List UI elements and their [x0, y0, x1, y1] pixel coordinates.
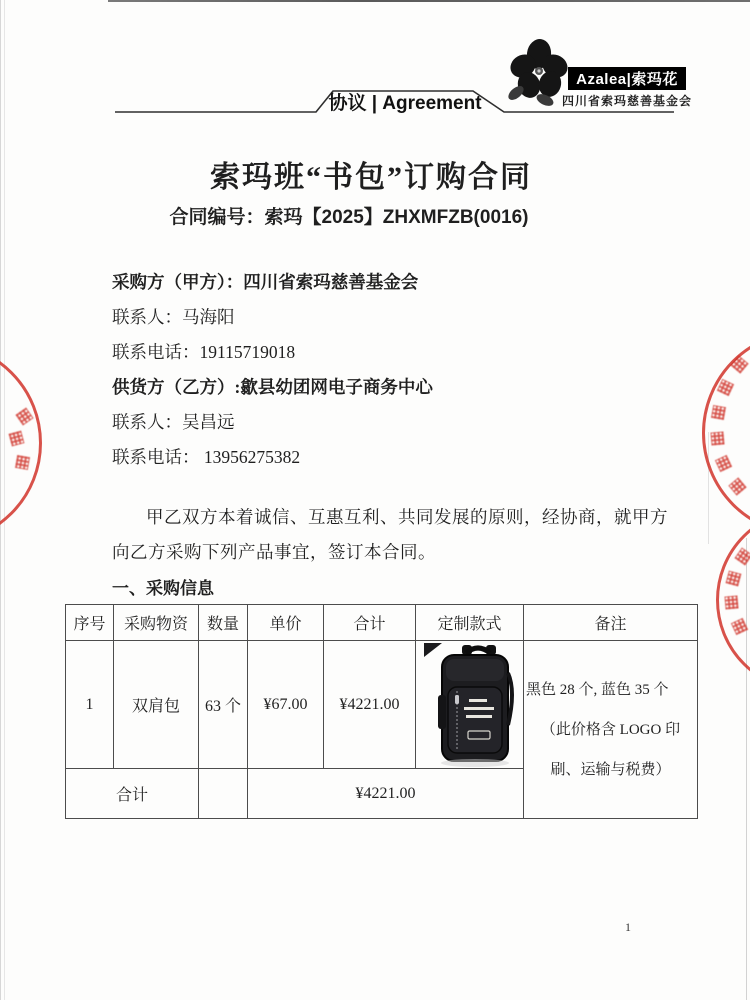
remark-line-3: 刷、运输与税费） [550, 761, 671, 778]
remark-line-2: （此价格含 LOGO 印 [540, 721, 681, 738]
scan-top-edge-line [108, 0, 750, 2]
col-header-subtotal: 合计 [324, 605, 416, 641]
document-title: 索玛班“书包”订购合同 [210, 161, 532, 194]
cell-unit-price: ¥67.00 [248, 641, 324, 769]
col-header-qty: 数量 [199, 605, 248, 641]
agreement-banner [100, 85, 690, 119]
seal-glyph [710, 431, 724, 445]
col-header-item: 采购物资 [114, 605, 199, 641]
preamble-line-1: 甲乙双方本着诚信、互惠互利、共同发展的原则，经协商，就甲方 [146, 507, 668, 527]
remark-line-1: 黑色 28 个, 蓝色 35 个 [526, 681, 669, 698]
total-amount-cell: ¥4221.00 [248, 769, 524, 819]
banner-label: 协议 | Agreement [328, 93, 482, 114]
section-heading-purchase-info: 一、采购信息 [112, 579, 214, 598]
preamble-line-2: 向乙方采购下列产品事宜，签订本合同。 [112, 542, 436, 562]
buyer-contact-line: 联系人：马海阳 [112, 307, 235, 327]
seal-glyph [15, 455, 30, 470]
seal-glyph [711, 405, 726, 420]
backpack-photo [422, 643, 518, 769]
cell-no: 1 [66, 641, 114, 769]
buyer-phone-line: 联系电话：19115719018 [112, 342, 296, 362]
supplier-phone-line: 联系电话： 13956275382 [112, 447, 301, 467]
cell-style-photo [416, 641, 524, 769]
purchase-info-table [65, 604, 698, 819]
col-header-style: 定制款式 [416, 605, 524, 641]
col-header-no: 序号 [66, 605, 114, 641]
logo-brand-label: Azalea|索玛花 [576, 71, 678, 88]
cell-subtotal: ¥4221.00 [324, 641, 416, 769]
page-number: 1 [625, 920, 631, 934]
seal-glyph [724, 595, 738, 609]
buyer-role-line: 采购方（甲方）：四川省索玛慈善基金会 [112, 272, 419, 292]
total-label-cell: 合计 [66, 769, 199, 819]
contract-number-line: 合同编号：索玛【2025】ZHXMFZB(0016) [169, 207, 529, 228]
cell-item: 双肩包 [114, 641, 199, 769]
supplier-contact-line: 联系人：吴昌远 [112, 412, 235, 432]
total-empty-cell [199, 769, 248, 819]
cell-remark [524, 641, 698, 819]
logo-org-name: 四川省索玛慈善基金会 [561, 94, 692, 108]
cell-qty: 63 个 [199, 641, 248, 769]
table-row [66, 641, 698, 769]
col-header-unit-price: 单价 [248, 605, 324, 641]
col-header-remark: 备注 [524, 605, 698, 641]
supplier-role-line: 供货方（乙方）:歙县幼团网电子商务中心 [112, 377, 433, 397]
table-header-row [66, 605, 698, 641]
